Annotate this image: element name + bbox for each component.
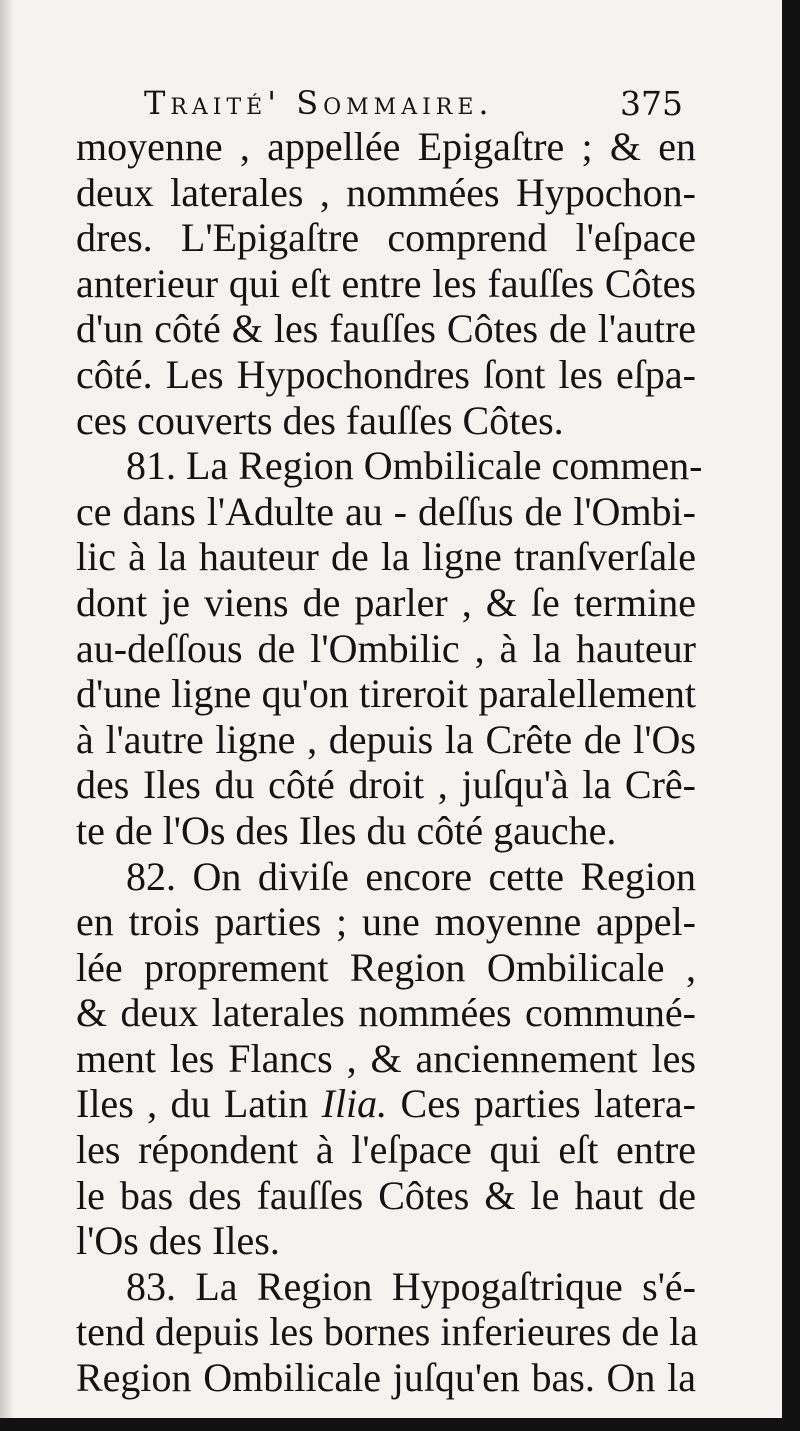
text-line: anterieur qui eſt entre les fauſſes Côtes [76, 260, 696, 306]
text-line: d'une ligne qu'on tireroit paralellement [76, 671, 696, 717]
text-line: le bas des fauſſes Côtes & le haut de [76, 1172, 696, 1218]
text-line: au-deſſous de l'Ombilic , à la hauteur [76, 625, 696, 671]
paragraph-first-line: 82. On diviſe encore cette Region [126, 853, 696, 899]
text-line: ment les Flancs , & anciennement les [76, 1035, 696, 1081]
page-number: 375 [620, 84, 683, 123]
text-line: deux laterales , nommées Hypochon- [76, 169, 696, 215]
text-line: lée proprement Region Ombilicale , [76, 944, 696, 990]
text-line: dont je viens de parler , & ſe termine [76, 579, 696, 625]
text-line: & deux laterales nommées communé- [76, 990, 696, 1036]
text-line: en trois parties ; une moyenne appel- [76, 899, 696, 945]
text-line: côté. Les Hypochondres ſont les eſpa- [76, 351, 696, 397]
running-head [0, 78, 782, 128]
text-line: moyenne , appellée Epigaſtre ; & en [76, 124, 696, 169]
text-line: les répondent à l'eſpace qui eſt entre [76, 1127, 696, 1173]
text-line: des Iles du côté droit , juſqu'à la Crê- [76, 762, 696, 808]
page-gutter-shadow [0, 0, 14, 1418]
text-line: ces couverts des fauſſes Côtes. [76, 397, 564, 443]
text-line: l'Os des Iles. [76, 1218, 280, 1264]
text-segment: Ces parties latera- [387, 1081, 697, 1127]
text-line: à l'autre ligne , depuis la Crête de l'Os [76, 716, 696, 762]
body-text [76, 124, 703, 1401]
text-line: te de l'Os des Iles du côté gauche. [76, 807, 617, 853]
text-line: tend depuis les bornes inferieures de la [76, 1309, 699, 1355]
italic-term: Ilia. [321, 1081, 388, 1127]
paragraph-first-line: 81. La Region Ombilicale commen- [126, 443, 703, 489]
text-segment: Iles , du Latin [76, 1081, 322, 1127]
running-title: Traité' Sommaire. [144, 84, 494, 122]
text-line: dres. L'Epigaſtre comprend l'eſpace [76, 215, 696, 261]
text-line: lic à la hauteur de la ligne tranſverſale [76, 534, 696, 580]
text-line: Region Ombilicale juſqu'en bas. On la [76, 1355, 696, 1401]
text-line: ce dans l'Adulte au - deſſus de l'Ombi- [76, 488, 696, 534]
text-line [76, 1081, 696, 1127]
paragraph-first-line: 83. La Region Hypogaſtrique s'é- [126, 1263, 696, 1309]
text-line: d'un côté & les fauſſes Côtes de l'autre [76, 306, 696, 352]
